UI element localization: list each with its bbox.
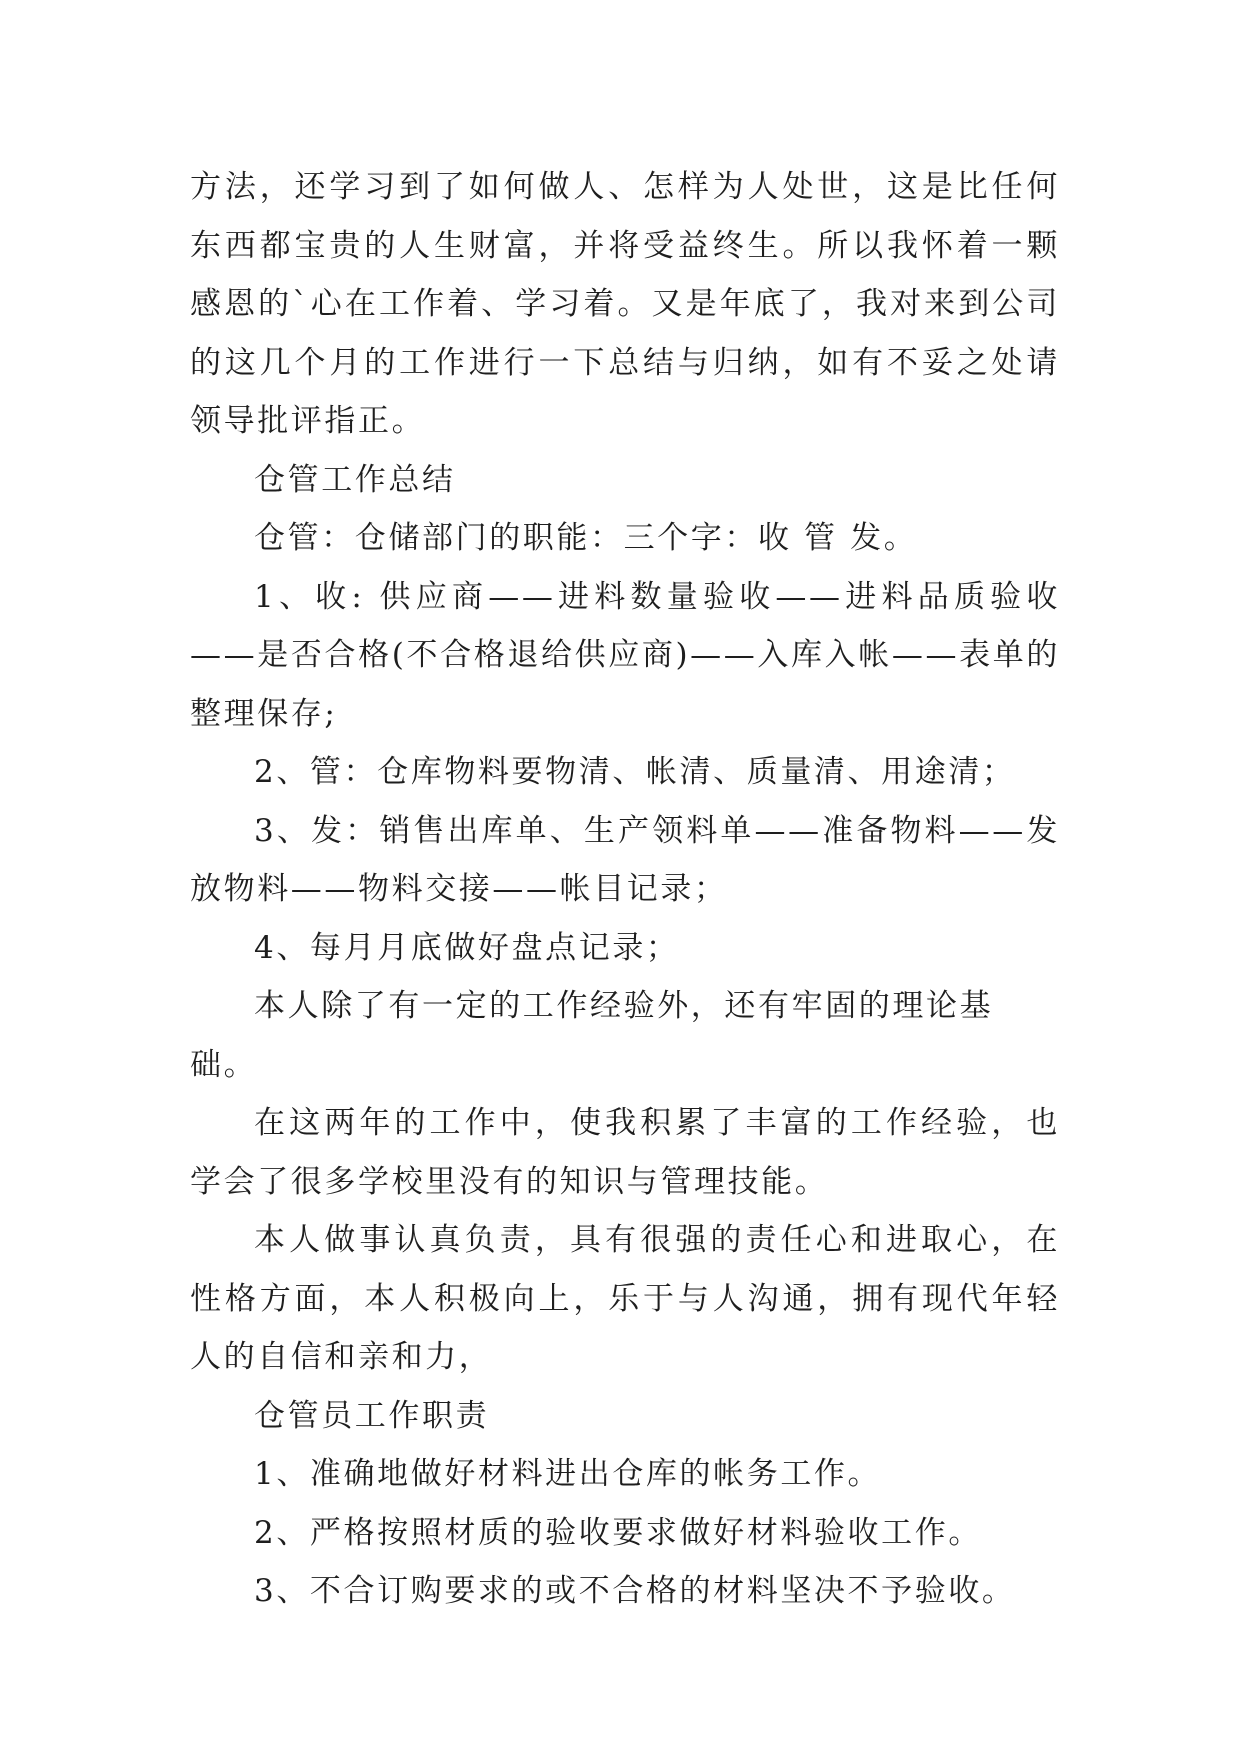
paragraph-warehouse-functions: 仓管：仓储部门的职能：三个字：收 管 发。 <box>254 520 918 556</box>
list-item-inventory-count: 4、每月月底做好盘点记录； <box>254 929 680 966</box>
document-body <box>190 158 1060 1621</box>
list-item-duty-1: 1、准确地做好材料进出仓库的帐务工作。 <box>254 1456 882 1492</box>
paragraph-personality: 本人做事认真负责，具有很强的责任心和进取心，在性格方面，本人积极向上，乐于与人沟通，拥有现代年轻人的自信和亲和力， <box>190 1222 1060 1375</box>
paragraph-two-years: 在这两年的工作中，使我积累了丰富的工作经验，也学会了很多学校里没有的知识与管理技能。 <box>190 1105 1060 1200</box>
paragraph-experience: 本人除了有一定的工作经验外，还有牢固的理论基础。 <box>190 988 994 1083</box>
list-item-dispatch: 3、发：销售出库单、生产领料单——准备物料——发放物料——物料交接——帐目记录； <box>190 812 1060 907</box>
heading-warehouse-keeper-duties: 仓管员工作职责 <box>254 1397 490 1434</box>
list-item-receive: 1、收: 供应商——进料数量验收——进料品质验收——是否合格(不合格退给供应商)——入库入帐——表单的整理保存; <box>190 578 1060 732</box>
list-item-duty-3: 3、不合订购要求的或不合格的材料坚决不予验收。 <box>254 1573 1016 1609</box>
list-item-duty-2: 2、严格按照材质的验收要求做好材料验收工作。 <box>254 1514 982 1551</box>
list-item-manage: 2、管：仓库物料要物清、帐清、质量清、用途清； <box>254 754 1016 790</box>
heading-warehouse-work-summary: 仓管工作总结 <box>254 461 456 498</box>
paragraph-continued-intro: 方法，还学习到了如何做人、怎样为人处世，这是比任何东西都宝贵的人生财富，并将受益终生。所以我怀着一颗感恩的`心在工作着、学习着。又是年底了，我对来到公司的这几个月的工作进行一下总结与归纳，如有不妥之处请领导批评指正。 <box>190 169 1060 439</box>
